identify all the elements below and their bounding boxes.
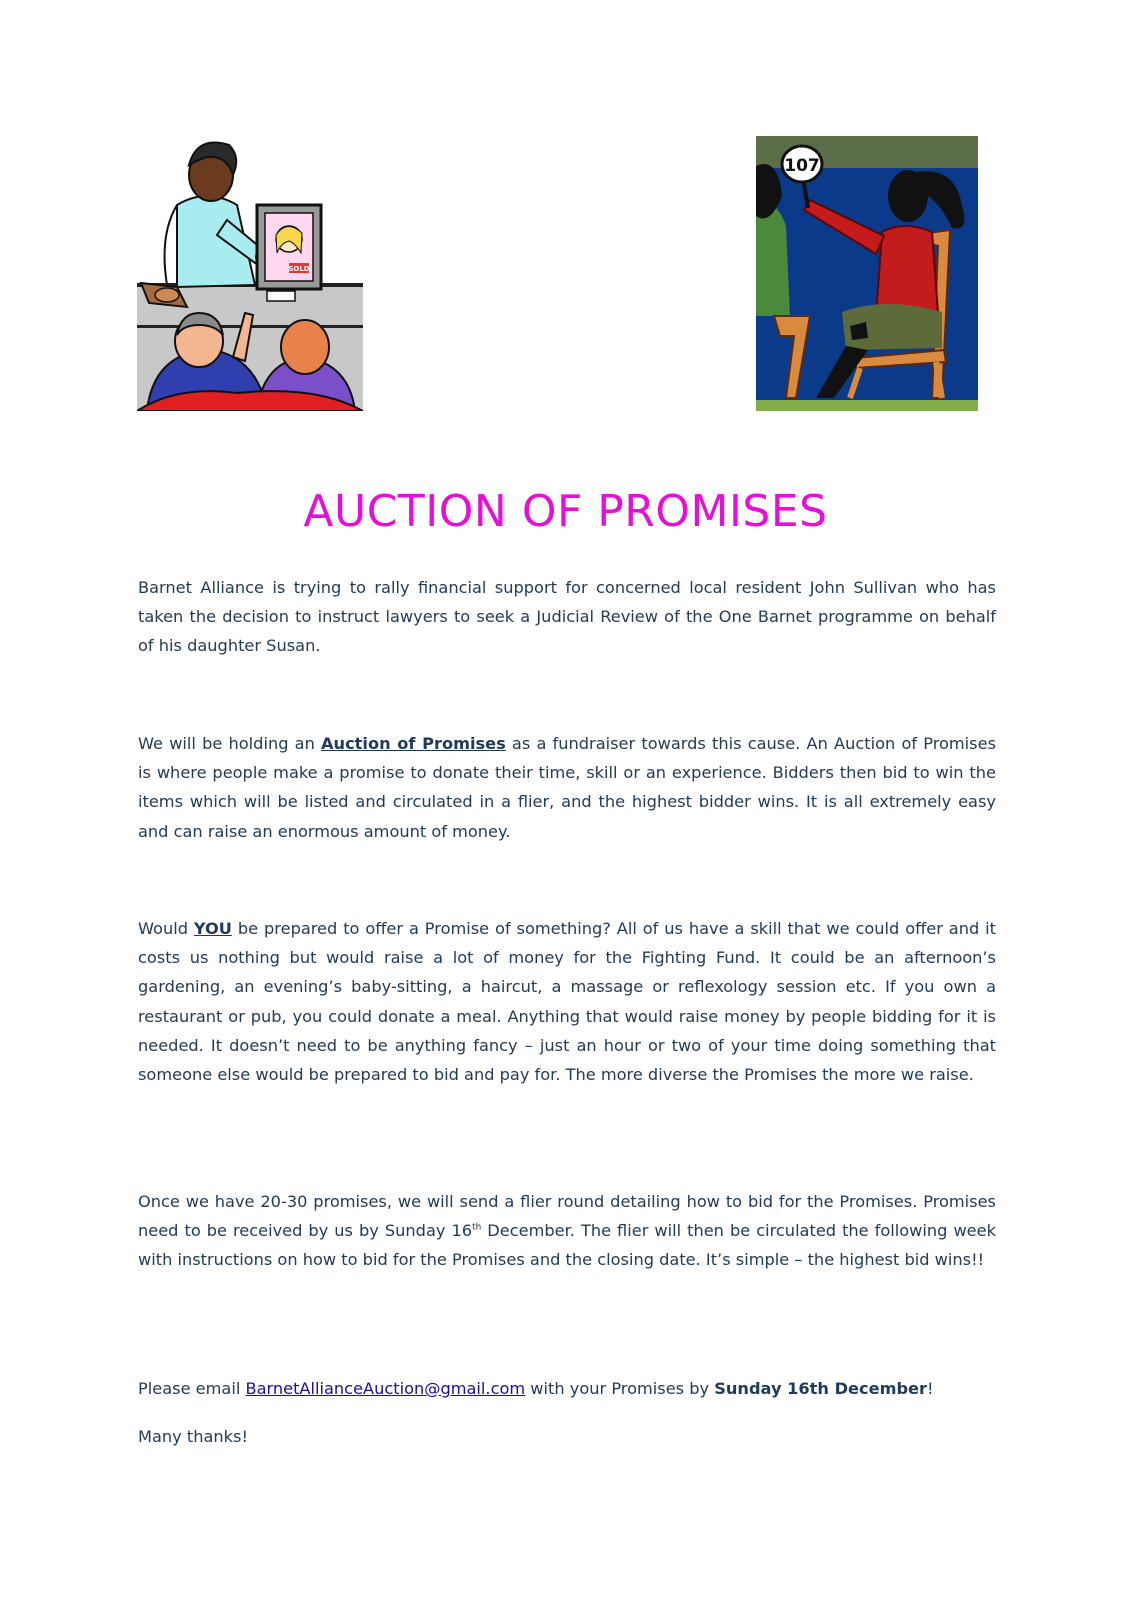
page-title: AUCTION OF PROMISES <box>303 486 828 537</box>
email-paragraph <box>138 1374 996 1403</box>
screen-label: SOLD <box>288 265 310 273</box>
email-link[interactable]: BarnetAllianceAuction@gmail.com <box>245 1379 526 1398</box>
call-to-action-paragraph <box>138 914 996 1089</box>
paddle-number: 107 <box>784 156 820 176</box>
auctioneer-clipart <box>137 135 363 411</box>
ordinal-suffix: th <box>472 1222 482 1233</box>
bidder-illustration <box>756 136 978 411</box>
auctioneer-illustration <box>137 135 363 411</box>
closing-line: Many thanks! <box>138 1427 248 1446</box>
p3-text-after: be prepared to offer a Promise of something? All of us have a skill that we could offer and it costs us nothing but would raise a lot of money for the Fighting Fund. It could be an afternoon’s gardening, an evening’s baby-sitting, a haircut, a massage or reflexology session etc. If you own a restaurant or pub, you could donate a meal. Anything that would raise money by people bidding for it is needed. It doesn’t need to be anything fancy – just an hour or two of your time doing something that someone else would be prepared to bid and pay for. The more diverse the Promises the more we raise. <box>138 919 996 1085</box>
auction-description-paragraph <box>138 729 996 846</box>
p4-text-after: December. The flier will then be circulated the following week with instructions on how to bid for the Promises and the closing date. It’s simple – the highest bid wins!! <box>138 1221 996 1270</box>
p5-text-before: Please email <box>138 1379 246 1398</box>
p5-text-middle: with your Promises by <box>525 1379 715 1398</box>
intro-paragraph: Barnet Alliance is trying to rally financial support for concerned local resident John Sullivan who has taken the decision to instruct lawyers to seek a Judicial Review of the One Barnet programme on behalf of his daughter Susan. <box>138 578 996 656</box>
p3-text-before: Would <box>138 919 194 938</box>
process-paragraph <box>138 1187 996 1275</box>
p4-text-before: Once we have 20-30 promises, we will send a flier round detailing how to bid for the Promises. Promises need to be received by us by Sunday 16 <box>138 1192 996 1241</box>
p5-text-after: ! <box>927 1379 934 1398</box>
you-emphasis: YOU <box>193 919 232 938</box>
p2-text-after: as a fundraiser towards this cause. An Auction of Promises is where people make a promise to donate their time, skill or an experience. Bidders then bid to win the items which will be listed and circulated in a flier, and the highest bidder wins. It is all extremely easy and can raise an enormous amount of money. <box>138 734 997 841</box>
deadline-date: Sunday 16th December <box>714 1379 927 1398</box>
bidder-clipart <box>756 136 978 411</box>
p2-text-before: We will be holding an <box>138 734 322 753</box>
auction-of-promises-emphasis: Auction of Promises <box>321 734 506 753</box>
